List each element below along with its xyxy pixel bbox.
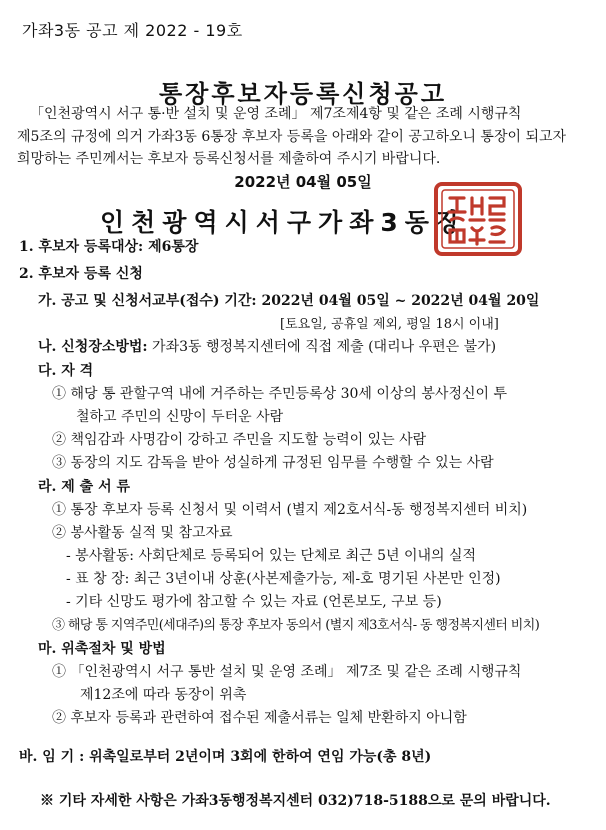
document-2-other: - 기타 신망도 평가에 참고할 수 있는 자료 (언론보도, 구보 등)	[66, 594, 442, 610]
procedure-1: ① 「인천광역시 서구 통반 설치 및 운영 조례」 제7조 및 같은 조례 시행규칙	[52, 664, 522, 680]
document-1: ① 통장 후보자 등록 신청서 및 이력서 (별지 제2호서식-동 행정복지센터 비치)	[52, 502, 528, 518]
notice-title: 통장후보자등록신청공고	[158, 80, 448, 108]
item-place-label: 나. 신청장소방법:	[38, 339, 148, 355]
document-3: ③ 해당 통 지역주민(세대주)의 통장 후보자 동의서 (별지 제3호서식- 동 행정복지센터 비치)	[52, 618, 540, 633]
notice-date: 2022년 04월 05일	[234, 173, 372, 191]
qualification-1: ① 해당 통 관할구역 내에 거주하는 주민등록상 30세 이상의 봉사정신이 투	[52, 386, 507, 402]
qualification-2: ② 책임감과 사명감이 강하고 주민을 지도할 능력이 있는 사람	[52, 432, 427, 448]
item-period-note: [토요일, 공휴일 제외, 평일 18시 이내]	[280, 317, 499, 332]
item-application: 2. 후보자 등록 신청	[19, 266, 143, 282]
item-target: 1. 후보자 등록대상: 제6통장	[19, 239, 199, 255]
footer-contact: ※ 기타 자세한 사항은 가좌3동행정복지센터 032)718-5188으로 문의 바랍니다.	[40, 793, 551, 809]
procedure-1-cont: 제12조에 따라 동장이 위촉	[80, 687, 247, 703]
official-seal-icon	[432, 180, 524, 258]
intro-line-1: 「인천광역시 서구 통·반 설치 및 운영 조례」 제7조제4항 및 같은 조례 시행규칙	[30, 106, 522, 122]
document-number: 가좌3동 공고 제 2022 - 19호	[22, 21, 243, 40]
qualification-3: ③ 동장의 지도 감독을 받아 성실하게 규정된 임무를 수행할 수 있는 사람	[52, 455, 494, 471]
item-term: 바. 임 기 : 위촉일로부터 2년이며 3회에 한하여 연임 가능(총 8년)	[19, 749, 432, 765]
item-period: 가. 공고 및 신청서교부(접수) 기간: 2022년 04월 05일 ~ 2022년 04월 20일	[38, 293, 540, 309]
intro-line-2: 제5조의 규정에 의거 가좌3동 6통장 후보자 등록을 아래와 같이 공고하오니 통장이 되고자	[17, 129, 567, 145]
intro-line-3: 희망하는 주민께서는 후보자 등록신청서를 제출하여 주시기 바랍니다.	[17, 151, 441, 167]
item-qualification-heading: 다. 자 격	[38, 363, 94, 379]
item-documents-heading: 라. 제 출 서 류	[38, 479, 130, 495]
document-2-activity: - 봉사활동: 사회단체로 등록되어 있는 단체로 최근 5년 이내의 실적	[66, 548, 477, 564]
qualification-1-cont: 철하고 주민의 신망이 두터운 사람	[76, 409, 284, 425]
issuer-name: 인천광역시서구가좌3동장	[100, 208, 468, 237]
procedure-2: ② 후보자 등록과 관련하여 접수된 제출서류는 일체 반환하지 아니함	[52, 710, 467, 726]
document-2: ② 봉사활동 실적 및 참고자료	[52, 525, 233, 541]
item-procedure-heading: 마. 위촉절차 및 방법	[38, 641, 166, 657]
item-place-text: 가좌3동 행정복지센터에 직접 제출 (대리나 우편은 불가)	[152, 339, 497, 355]
document-2-award: - 표 창 장: 최근 3년이내 상훈(사본제출가능, 제-호 명기된 사본만 인정)	[66, 571, 501, 587]
